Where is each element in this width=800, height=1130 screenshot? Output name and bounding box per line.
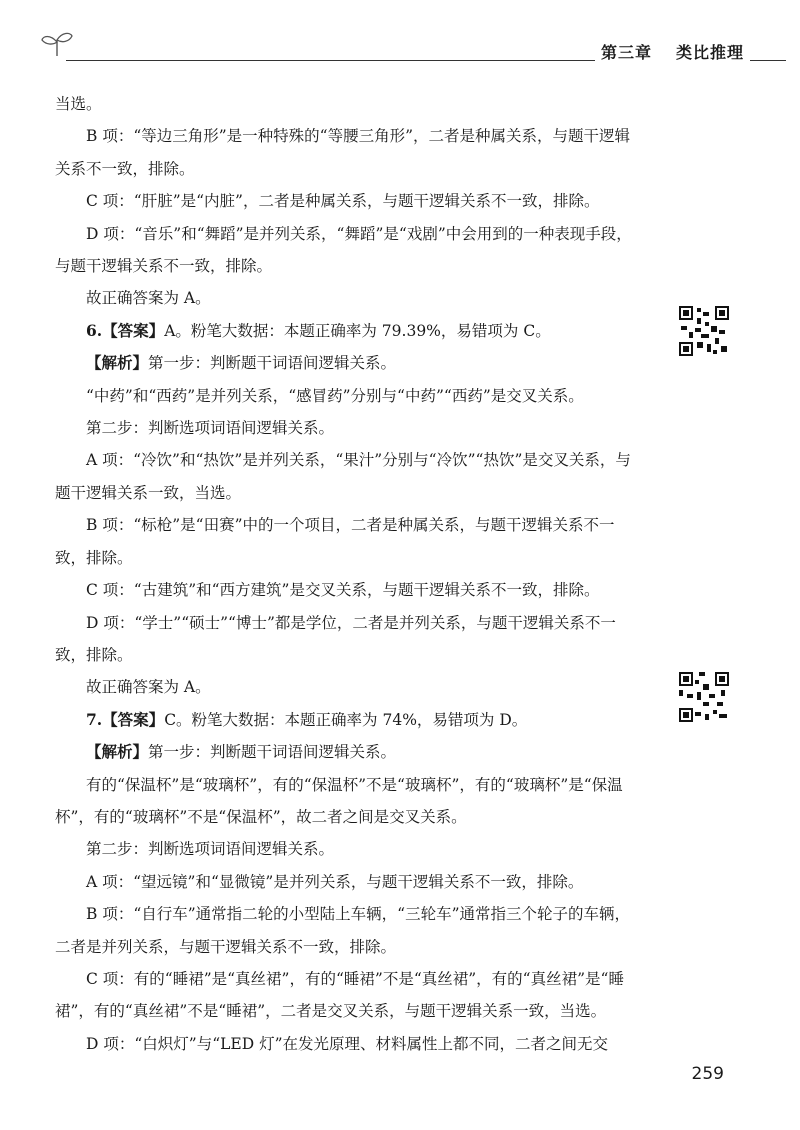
running-header	[595, 40, 750, 63]
analysis-7: 【解析】第一步：判断题干词语间逻辑关系。	[86, 742, 397, 762]
paragraph: 第二步：判断选项词语间逻辑关系。	[86, 840, 335, 859]
chapter-label: 第三章	[600, 43, 652, 62]
analysis-label: 【解析】	[86, 742, 149, 762]
answer-label: 6.【答案】	[86, 320, 165, 340]
paragraph: C 项：有的“睡裙”是“真丝裙”，有的“睡裙”不是“真丝裙”，有的“真丝裙”是“睡裙”，有的“真丝裙”不是“睡裙”，二者是交叉关系，与题干逻辑关系一致，当选。	[55, 969, 624, 1021]
paragraph: D 项：“音乐”和“舞蹈”是并列关系，“舞蹈”是“戏剧”中会用到的一种表现手段，与题干逻辑关系不一致，排除。	[55, 224, 632, 276]
answer-7: 7.【答案】C。粉笔大数据：本题正确率为 74%，易错项为 D。	[86, 709, 528, 729]
paragraph: 有的“保温杯”是“玻璃杯”，有的“保温杯”不是“玻璃杯”，有的“玻璃杯”是“保温杯”，有的“玻璃杯”不是“保温杯”，故二者之间是交叉关系。	[55, 775, 623, 826]
qr-code-icon[interactable]	[679, 672, 729, 722]
paragraph: D 项：“白炽灯”与“LED 灯”在发光原理、材料属性上都不同，二者之间无交	[86, 1034, 609, 1053]
paragraph: 故正确答案为 A。	[86, 678, 211, 697]
leaf-sprout-icon	[40, 28, 74, 58]
paragraph: “中药”和“西药”是并列关系，“感冒药”分别与“中药”“西药”是交叉关系。	[86, 386, 584, 405]
paragraph: D 项：“学士”“硕士”“博士”都是学位，二者是并列关系，与题干逻辑关系不一致，排除。	[55, 613, 616, 664]
answer-6: 6.【答案】A。粉笔大数据：本题正确率为 79.39%，易错项为 C。	[86, 320, 551, 340]
qr-code-icon[interactable]	[679, 306, 729, 356]
analysis-6: 【解析】第一步：判断题干词语间逻辑关系。	[86, 353, 397, 373]
paragraph: 第二步：判断选项词语间逻辑关系。	[86, 419, 335, 438]
page-number: 259	[691, 1064, 724, 1084]
page-body	[55, 88, 645, 1060]
paragraph: B 项：“等边三角形”是一种特殊的“等腰三角形”，二者是种属关系，与题干逻辑关系不一致，排除。	[55, 127, 631, 178]
paragraph: B 项：“自行车”通常指二轮的小型陆上车辆，“三轮车”通常指三个轮子的车辆，二者是并列关系，与题干逻辑关系不一致，排除。	[55, 905, 631, 956]
paragraph: C 项：“肝脏”是“内脏”，二者是种属关系，与题干逻辑关系不一致，排除。	[86, 192, 600, 211]
answer-label: 7.【答案】	[86, 709, 165, 729]
section-label: 类比推理	[675, 43, 744, 62]
paragraph: 当选。	[55, 95, 102, 113]
paragraph: A 项：“冷饮”和“热饮”是并列关系，“果汁”分别与“冷饮”“热饮”是交叉关系，与题干逻辑关系一致，当选。	[55, 451, 631, 502]
paragraph: A 项：“望远镜”和“显微镜”是并列关系，与题干逻辑关系不一致，排除。	[86, 872, 584, 891]
paragraph: C 项：“古建筑”和“西方建筑”是交叉关系，与题干逻辑关系不一致，排除。	[86, 581, 600, 600]
paragraph: B 项：“标枪”是“田赛”中的一个项目，二者是种属关系，与题干逻辑关系不一致，排除。	[55, 516, 615, 567]
paragraph: 故正确答案为 A。	[86, 289, 211, 308]
analysis-label: 【解析】	[86, 353, 149, 373]
